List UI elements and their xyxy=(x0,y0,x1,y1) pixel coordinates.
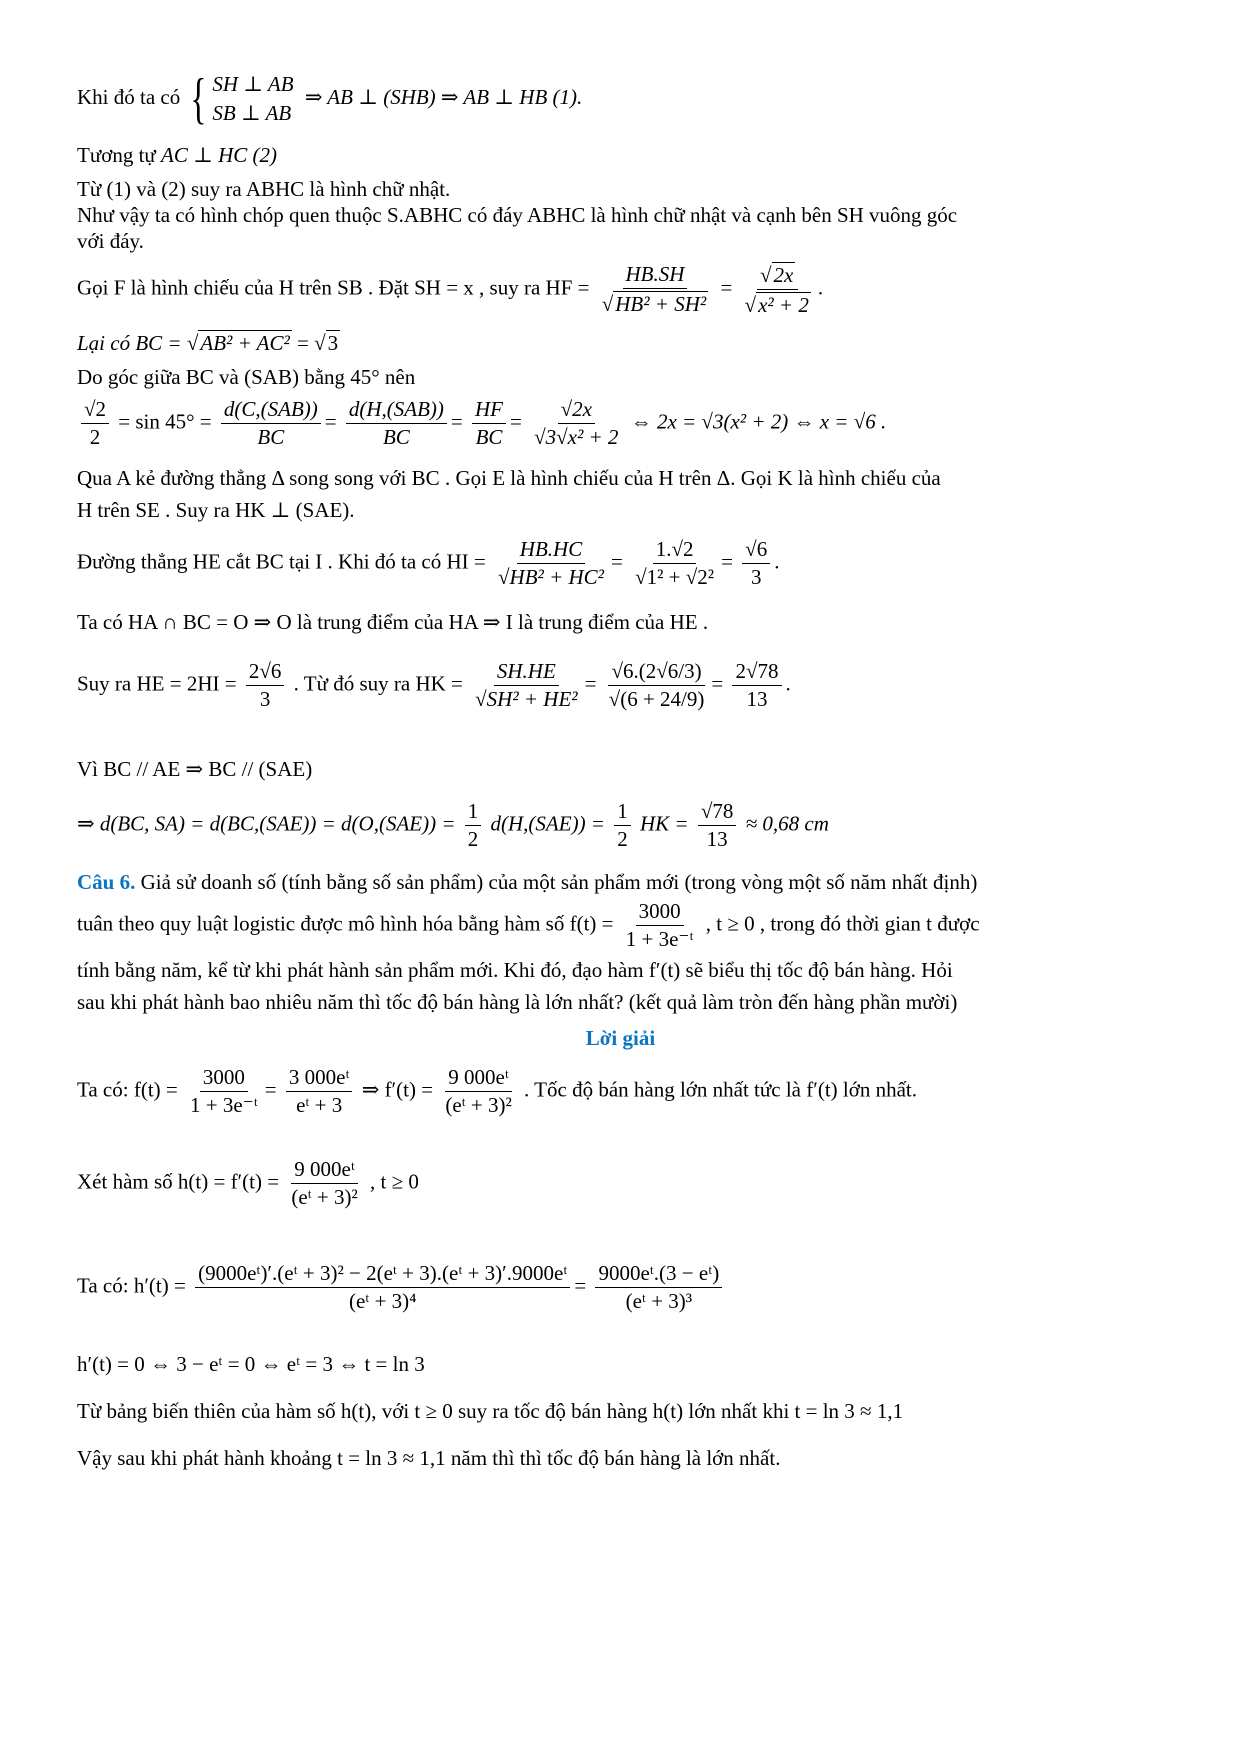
fraction xyxy=(472,660,580,711)
line-5: với đáy. xyxy=(77,229,144,253)
numerator: √2x xyxy=(558,398,595,424)
numerator: HB.HC xyxy=(517,538,585,564)
text: Suy ra HE = 2HI = xyxy=(77,671,237,696)
denominator: √x² + 2 xyxy=(744,293,809,318)
fraction xyxy=(698,800,737,851)
text: , t ≥ 0 , trong đó thời gian t được xyxy=(705,911,980,936)
system xyxy=(212,70,293,129)
line-1 xyxy=(77,70,582,129)
text: ≈ 0,68 cm xyxy=(745,811,829,836)
numerator: HB.SH xyxy=(623,263,688,289)
fraction xyxy=(623,900,697,951)
denominator: 13 xyxy=(746,687,768,712)
math: AC ⊥ HC (2) xyxy=(161,143,278,167)
denominator: 1 + 3e⁻ᵗ xyxy=(190,1093,258,1118)
text: . Từ đó suy ra HK = xyxy=(293,671,463,696)
question-6-line-3: tính bằng năm, kể từ khi phát hành sản phẩm mới. Khi đó, đạo hàm f′(t) sẽ biểu thị tốc độ bán hàng. Hỏi xyxy=(77,958,953,982)
text: . Tốc độ bán hàng lớn nhất tức là f′(t) lớn nhất. xyxy=(524,1077,917,1102)
numerator: 2√6 xyxy=(246,660,285,686)
radicand: x² + 2 xyxy=(758,293,809,318)
numerator: √78 xyxy=(698,800,737,826)
line-2 xyxy=(77,143,277,167)
fraction xyxy=(246,660,285,711)
fraction xyxy=(442,1066,514,1117)
numerator: d(H,(SAB)) xyxy=(346,398,447,424)
denominator: √HB² + HC² xyxy=(498,565,604,590)
line-8: Do góc giữa BC và (SAB) bằng 45° nên xyxy=(77,365,416,389)
text: , t ≥ 0 xyxy=(370,1169,419,1194)
denominator: (eᵗ + 3)² xyxy=(445,1093,512,1118)
denominator: √SH² + HE² xyxy=(475,687,578,712)
fraction xyxy=(288,1158,360,1209)
fraction xyxy=(221,398,321,449)
numerator: √2 xyxy=(81,398,109,424)
line-9: $\frac{√2}{2}$ = sin 45° = $\frac{\text{d(C,(SAB))}}{BC}$ = $\frac{\text{d(H,(SAB))}}{BC}$ = $\frac{HF}{BC}$ = $\frac{√2x}{\text{√3√x² + 2}}$ ⇔ 2x = √3(x² + 2) ⇔ x = √6 . xyxy=(77,398,886,449)
line-3: Từ (1) và (2) suy ra ABHC là hình chữ nhật. xyxy=(77,177,451,201)
fraction xyxy=(632,538,717,589)
fraction xyxy=(614,800,631,851)
sys-row: SB ⊥ AB xyxy=(212,101,292,126)
numerator: (9000eᵗ)′.(eᵗ + 3)² − 2(eᵗ + 3).(eᵗ + 3)′.9000eᵗ xyxy=(195,1262,570,1288)
denominator: 13 xyxy=(706,827,728,852)
denominator: BC xyxy=(475,425,503,450)
line-11: H trên SE . Suy ra HK ⊥ (SAE). xyxy=(77,498,355,522)
text: Ta có: h′(t) = xyxy=(77,1273,186,1298)
denominator: (eᵗ + 3)² xyxy=(291,1185,358,1210)
radicand: AB² + AC² xyxy=(200,331,290,355)
solution-title-text: Lời giải xyxy=(585,1026,656,1050)
numerator: 1 xyxy=(614,800,631,826)
question-6-line-2 xyxy=(77,900,980,951)
text: = xyxy=(297,331,309,355)
denominator: 2 xyxy=(467,827,479,852)
fraction xyxy=(531,398,621,449)
denominator: √3√x² + 2 xyxy=(534,425,619,450)
numerator: HF xyxy=(472,398,506,424)
radicand: 2x xyxy=(773,263,794,287)
fraction xyxy=(732,660,781,711)
denominator: (eᵗ + 3)⁴ xyxy=(348,1289,417,1314)
numerator: 9 000eᵗ xyxy=(445,1066,512,1092)
numerator: √6.(2√6/3) xyxy=(608,660,704,686)
denominator: 1 + 3e⁻ᵗ xyxy=(625,927,694,952)
text: HK = xyxy=(639,811,689,836)
denominator: √HB² + SH² xyxy=(601,292,707,317)
numerator: 3000 xyxy=(636,900,684,926)
text: tuân theo quy luật logistic được mô hình hóa bằng hàm số f(t) = xyxy=(77,911,614,936)
denominator: 2 xyxy=(89,425,101,450)
line-15: Vì BC // AE ⇒ BC // (SAE) xyxy=(77,757,313,781)
fraction xyxy=(742,262,814,317)
line-16 xyxy=(77,800,829,851)
denominator: (eᵗ + 3)³ xyxy=(625,1289,693,1314)
numerator: 2√78 xyxy=(732,660,781,686)
text: ⇔ 2x = √3(x² + 2) ⇔ x = √6 . xyxy=(630,409,887,434)
fraction xyxy=(195,1262,570,1313)
radicand: 3 xyxy=(327,331,339,355)
numerator: 3 000eᵗ xyxy=(286,1066,353,1092)
line-10: Qua A kẻ đường thẳng Δ song song với BC . Gọi E là hình chiếu của H trên Δ. Gọi K là hình chiếu của xyxy=(77,466,941,490)
denominator: √(6 + 24/9) xyxy=(608,687,705,712)
question-6-line-1 xyxy=(77,870,977,894)
radicand: HB² + SH² xyxy=(615,292,707,317)
line-14: Suy ra HE = 2HI = $\frac{2√6}{3}$ . Từ đó suy ra HK = $\frac{SH.HE}{\text{√SH² + HE²}}$ = $\frac{√6.(2√6/3)}{√(6 + 24/9)}$ = $\frac{2√78}{13}$ . xyxy=(77,659,791,712)
fraction xyxy=(286,1066,353,1117)
text: Xét hàm số h(t) = f′(t) = xyxy=(77,1169,280,1194)
text: Đường thẳng HE cắt BC tại I . Khi đó ta có HI = xyxy=(77,549,486,574)
fraction xyxy=(599,263,711,316)
denominator: eᵗ + 3 xyxy=(296,1093,343,1118)
solution-line-4: h′(t) = 0 ⇔ 3 − eᵗ = 0 ⇔ eᵗ = 3 ⇔ t = ln 3 xyxy=(77,1352,425,1376)
denominator: 3 xyxy=(750,565,762,590)
sys-row: SH ⊥ AB xyxy=(212,72,294,96)
fraction xyxy=(346,398,447,449)
numerator: 1.√2 xyxy=(653,538,697,564)
text: Khi đó ta có xyxy=(77,85,181,110)
question-6-line-4: sau khi phát hành bao nhiêu năm thì tốc độ bán hàng là lớn nhất? (kết quả làm tròn đến hàng phần mười) xyxy=(77,990,958,1014)
numerator: √6 xyxy=(742,538,770,564)
denominator: 3 xyxy=(259,687,271,712)
line-7: Lại có BC = √AB² + AC² = √3 xyxy=(77,331,339,355)
denominator: √1² + √2² xyxy=(635,565,715,590)
denominator: BC xyxy=(382,425,410,450)
solution-line-1: Ta có: f(t) = $\frac{3000}{\text{1 + 3e⁻ᵗ}}$ = $\frac{\text{3 000eᵗ}}{\text{eᵗ + 3}}$ ⇒ f′(t) = $\frac{\text{9 000eᵗ}}{\text{(eᵗ + 3)²}}$ . Tốc độ bán hàng lớn nhất tức là f′(t) lớn nhất. xyxy=(77,1065,917,1118)
text: Ta có: f(t) = xyxy=(77,1077,178,1102)
solution-line-2 xyxy=(77,1158,419,1209)
line-4: Như vậy ta có hình chóp quen thuộc S.ABHC có đáy ABHC là hình chữ nhật và cạnh bên SH vuông góc xyxy=(77,203,958,227)
math: ⇒ AB ⊥ (SHB) ⇒ AB ⊥ HB (1). xyxy=(304,85,583,110)
line-6: Gọi F là hình chiếu của H trên SB . Đặt SH = x , suy ra HF = $\frac{HB.SH}{\text{√HB² + SH²}}$ = $\frac{√2x}{\text{√x² + 2}}$ . xyxy=(77,262,824,318)
numerator: 3000 xyxy=(200,1066,248,1092)
text: Lại có BC = xyxy=(77,331,182,355)
text: ⇒ f′(t) = xyxy=(361,1077,434,1102)
fraction xyxy=(742,538,770,589)
solution-line-3: Ta có: h′(t) = $\frac{\text{(9000eᵗ)′.(eᵗ + 3)² − 2(eᵗ + 3).(eᵗ + 3)′.9000eᵗ}}{\text{(eᵗ + 3)⁴}}$ = $\frac{\text{9000eᵗ.(3 − eᵗ)}}{\text{(eᵗ + 3)³}}$ xyxy=(77,1262,726,1313)
text: = sin 45° = xyxy=(118,409,212,434)
solution-line-6: Vậy sau khi phát hành khoảng t = ln 3 ≈ 1,1 năm thì thì tốc độ bán hàng là lớn nhất. xyxy=(77,1446,781,1470)
fraction xyxy=(495,538,607,589)
text: d(H,(SAE)) = xyxy=(490,811,605,836)
numerator: SH.HE xyxy=(494,660,559,686)
numerator: 9000eᵗ.(3 − eᵗ) xyxy=(595,1262,722,1288)
text: Tương tự xyxy=(77,143,156,167)
solution-title xyxy=(0,1026,1241,1050)
brace: { xyxy=(190,68,207,131)
question-label: Câu 6. xyxy=(77,870,136,894)
fraction xyxy=(187,1066,261,1117)
line-13: Ta có HA ∩ BC = O ⇒ O là trung điểm của HA ⇒ I là trung điểm của HE . xyxy=(77,610,709,634)
fraction xyxy=(81,398,109,449)
fraction xyxy=(465,800,482,851)
numerator: √2x xyxy=(757,262,798,290)
denominator: 2 xyxy=(617,827,628,852)
solution-line-5: Từ bảng biến thiên của hàm số h(t), với t ≥ 0 suy ra tốc độ bán hàng h(t) lớn nhất khi t = ln 3 ≈ 1,1 xyxy=(77,1399,904,1423)
numerator: 1 xyxy=(465,800,482,826)
line-12: Đường thẳng HE cắt BC tại I . Khi đó ta có HI = $\frac{HB.HC}{\text{√HB² + HC²}}$ = $\frac{1.√2}{\text{√1² + √2²}}$ = $\frac{√6}{3}$ . xyxy=(77,537,780,590)
fraction xyxy=(595,1262,722,1313)
fraction xyxy=(606,660,708,711)
fraction xyxy=(472,398,506,449)
numerator: 9 000eᵗ xyxy=(291,1158,358,1184)
numerator: d(C,(SAB)) xyxy=(221,398,321,424)
text: ⇒ d(BC, SA) = d(BC,(SAE)) = d(O,(SAE)) = xyxy=(77,811,456,836)
denominator: BC xyxy=(257,425,285,450)
text: Giả sử doanh số (tính bằng số sản phẩm) của một sản phẩm mới (trong vòng một số năm nhất định) xyxy=(140,870,978,894)
text: Gọi F là hình chiếu của H trên SB . Đặt SH = x , suy ra HF = xyxy=(77,275,590,300)
